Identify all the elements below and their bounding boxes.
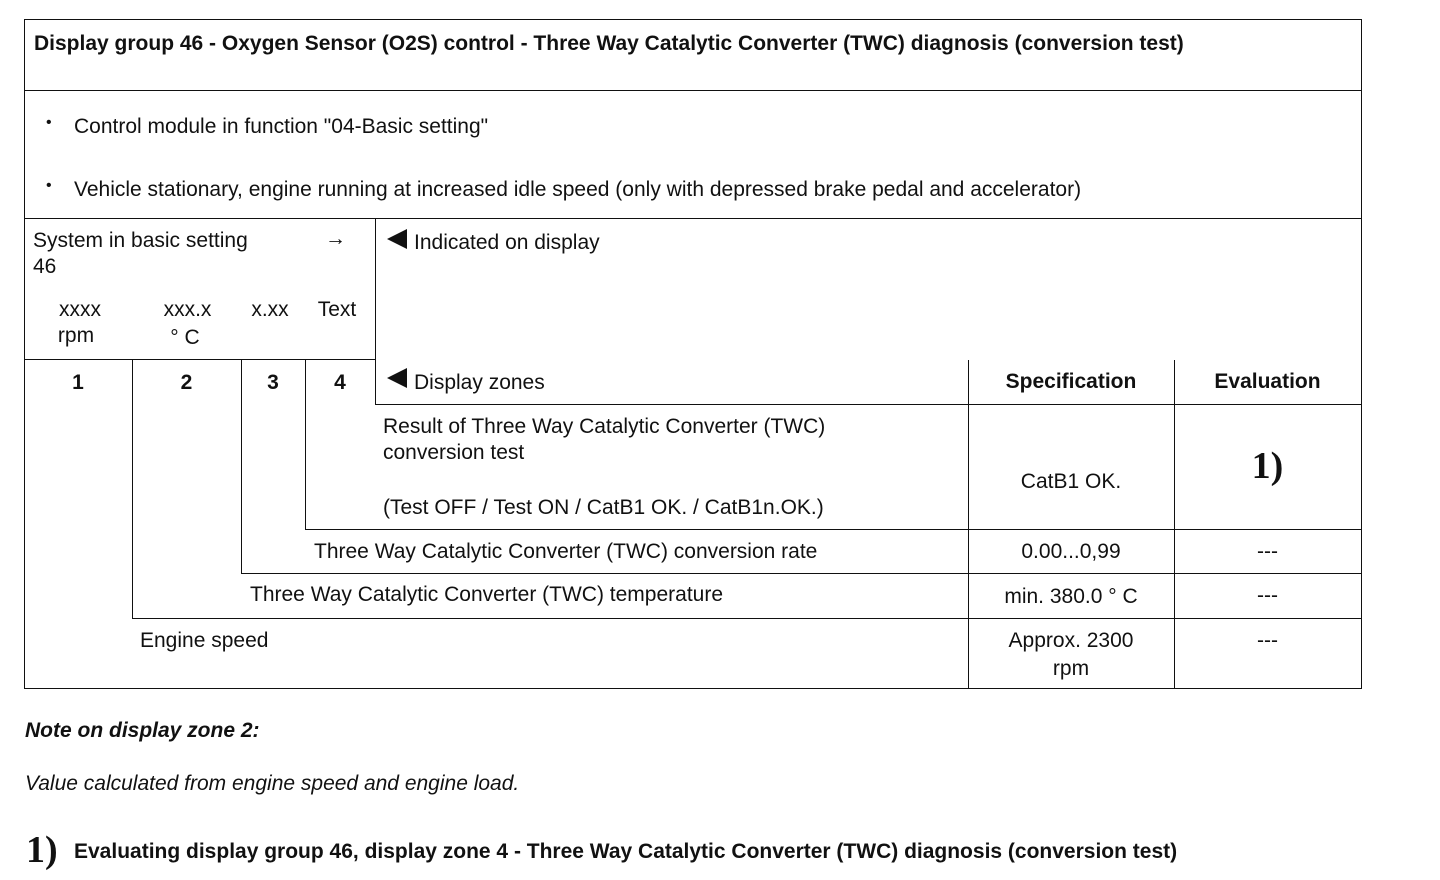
system-number: 46 (33, 255, 57, 278)
table-top-border (24, 19, 1362, 20)
table-bottom-border (24, 688, 1362, 689)
zone2-eval: --- (1257, 584, 1278, 607)
zone1-format: xxxx (59, 298, 101, 321)
indicator-arrow-icon (387, 229, 407, 249)
footnote-marker: 1) (26, 829, 58, 871)
condition-item: Vehicle stationary, engine running at increased idle speed (only with depressed brake pedal and accelerator) (74, 178, 1082, 201)
zone3-description: Three Way Catalytic Converter (TWC) conversion rate (314, 540, 818, 563)
evaluation-header: Evaluation (1214, 370, 1321, 393)
condition-item: Control module in function "04-Basic setting" (74, 115, 489, 138)
table-left-border (24, 19, 25, 689)
display-zones-label: Display zones (414, 371, 545, 394)
zone1-divider (132, 360, 133, 619)
zone1-description: Engine speed (140, 629, 269, 652)
zone1-spec: Approx. 2300 (1008, 629, 1134, 652)
page-title: Display group 46 - Oxygen Sensor (O2S) control - Three Way Catalytic Converter (TWC) diagnosis (conversion test) (34, 32, 1184, 55)
zone2-unit: ° C (170, 326, 200, 349)
zone-number-4: 4 (334, 371, 346, 394)
zone1-eval: --- (1257, 629, 1278, 652)
display-box-right (375, 218, 376, 405)
display-zones-arrow-icon (387, 368, 407, 388)
conditions-divider (24, 218, 1362, 219)
zone1-spec-unit: rpm (1052, 657, 1090, 680)
zone2-row-bottom (132, 618, 1362, 619)
table-right-border (1361, 19, 1362, 689)
note-text: Value calculated from engine speed and engine load. (25, 772, 520, 795)
zone-number-2: 2 (180, 371, 193, 394)
header-row-divider (375, 404, 1362, 405)
zone4-description: Result of Three Way Catalytic Converter (TWC) (383, 415, 826, 438)
system-label: System in basic setting (33, 229, 248, 252)
zone3-spec: 0.00...0,99 (1021, 540, 1121, 563)
zone-number-1: 1 (72, 371, 84, 394)
zone4-spec: CatB1 OK. (1020, 470, 1122, 493)
zone3-row-bottom (241, 573, 1362, 574)
display-box-bottom (24, 359, 376, 360)
zone4-row-bottom (305, 529, 1362, 530)
indicated-label: Indicated on display (414, 231, 600, 254)
zone4-values: (Test OFF / Test ON / CatB1 OK. / CatB1n.OK.) (383, 496, 824, 519)
zone1-unit: rpm (57, 324, 95, 347)
bullet-icon: • (46, 114, 52, 131)
zone3-format: x.xx (251, 298, 289, 321)
zone3-eval: --- (1257, 540, 1278, 563)
system-arrow: → (325, 227, 346, 250)
title-divider (24, 90, 1362, 91)
bullet-icon: • (46, 177, 52, 194)
zone-number-3: 3 (267, 371, 279, 394)
zone4-format: Text (317, 298, 357, 321)
note-heading: Note on display zone 2: (25, 719, 260, 742)
zone2-description: Three Way Catalytic Converter (TWC) temperature (250, 583, 724, 606)
zone4-description-cont: conversion test (383, 441, 525, 464)
footnote-text: Evaluating display group 46, display zone 4 - Three Way Catalytic Converter (TWC) diagnosis (conversion test) (74, 840, 1178, 863)
zone2-format: xxx.x (163, 298, 212, 321)
specification-header: Specification (1005, 370, 1137, 393)
zone4-eval-footnote-ref: 1) (1251, 445, 1284, 487)
zone2-spec: min. 380.0 ° C (1004, 585, 1138, 608)
